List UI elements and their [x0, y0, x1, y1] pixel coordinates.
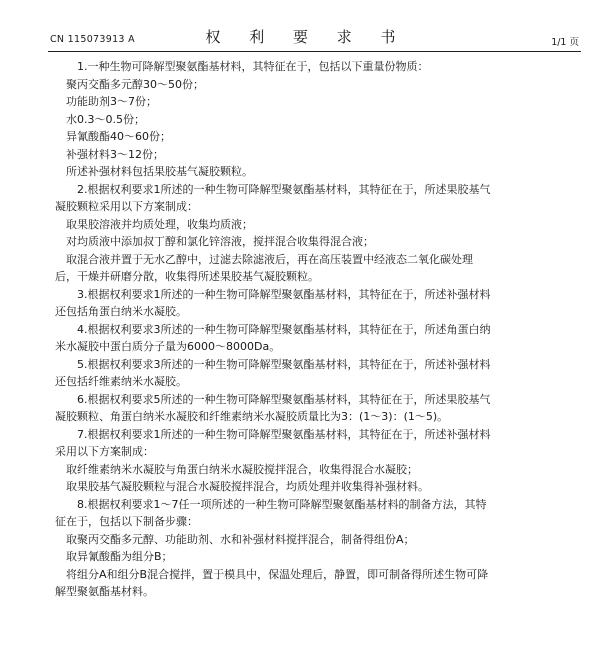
claim-line: 将组分A和组分B混合搅拌，置于模具中，保温处理后，静置，即可制备得所述生物可降 — [66, 567, 489, 581]
claim-line: 后，干燥并研磨分散，收集得所述果胶基气凝胶颗粒。 — [55, 270, 319, 283]
claim-line: 还包括纤维素纳米水凝胶。 — [55, 375, 187, 388]
claim-line: 凝胶颗粒、角蛋白纳米水凝胶和纤维素纳米水凝胶质量比为3：(1～3)：(1～5)。 — [55, 410, 449, 423]
claim-line: 取混合液并置于无水乙醇中，过滤去除滤液后，再在高压装置中经液态二氧化碳处理 — [66, 252, 473, 266]
header-divider — [48, 51, 581, 52]
claim-line: 解型聚氨酯基材料。 — [55, 585, 154, 598]
claim-line: 取纤维素纳米水凝胶与角蛋白纳米水凝胶搅拌混合，收集得混合水凝胶； — [66, 462, 418, 476]
claim-line: 7.根据权利要求1所述的一种生物可降解型聚氨酯基材料，其特征在于，所述补强材料 — [77, 427, 491, 441]
document-title: 权 利 要 求 书 — [205, 28, 408, 46]
claim-line: 米水凝胶中蛋白质分子量为6000～8000Da。 — [55, 340, 281, 353]
claim-line: 对均质液中添加叔丁醇和氯化锌溶液，搅拌混合收集得混合液； — [66, 235, 374, 248]
publication-number: CN 115073913 A — [50, 34, 135, 45]
claims-body — [55, 58, 555, 601]
claim-line: 5.根据权利要求3所述的一种生物可降解型聚氨酯基材料，其特征在于，所述补强材料 — [77, 357, 491, 371]
claim-line: 还包括角蛋白纳米水凝胶。 — [55, 305, 187, 318]
claim-line: 6.根据权利要求5所述的一种生物可降解型聚氨酯基材料，其特征在于，所述果胶基气 — [77, 392, 491, 406]
claim-line: 取聚丙交酯多元醇、功能助剂、水和补强材料搅拌混合，制备得组份A； — [66, 532, 415, 546]
claim-line: 取果胶溶液并均质处理，收集均质液； — [66, 217, 253, 231]
claim-line: 取异氰酸酯为组分B； — [66, 550, 173, 563]
claim-line: 征在于，包括以下制备步骤： — [55, 515, 198, 528]
claim-line: 3.根据权利要求1所述的一种生物可降解型聚氨酯基材料，其特征在于，所述补强材料 — [77, 287, 491, 301]
claim-line: 所述补强材料包括果胶基气凝胶颗粒。 — [66, 165, 253, 178]
claim-line: 2.根据权利要求1所述的一种生物可降解型聚氨酯基材料，其特征在于，所述果胶基气 — [77, 182, 491, 196]
page-number: 1/1 页 — [551, 37, 579, 48]
claim-line: 聚丙交酯多元醇30～50份； — [66, 77, 204, 91]
claim-line: 1.一种生物可降解型聚氨酯基材料，其特征在于，包括以下重量份物质： — [77, 60, 429, 73]
claim-line: 补强材料3～12份； — [66, 147, 164, 161]
claim-line: 采用以下方案制成： — [55, 445, 154, 458]
claim-line: 凝胶颗粒采用以下方案制成： — [55, 200, 198, 213]
claim-line: 功能助剂3～7份； — [66, 95, 157, 108]
page-header — [0, 0, 613, 56]
claim-line: 水0.3～0.5份； — [66, 112, 145, 126]
claim-line: 8.根据权利要求1～7任一项所述的一种生物可降解型聚氨酯基材料的制备方法，其特 — [77, 497, 487, 511]
claim-line: 取果胶基气凝胶颗粒与混合水凝胶搅拌混合，均质处理并收集得补强材料。 — [66, 480, 429, 493]
claim-line: 异氰酸酯40～60份； — [66, 130, 171, 143]
claim-line: 4.根据权利要求3所述的一种生物可降解型聚氨酯基材料，其特征在于，所述角蛋白纳 — [77, 322, 491, 336]
